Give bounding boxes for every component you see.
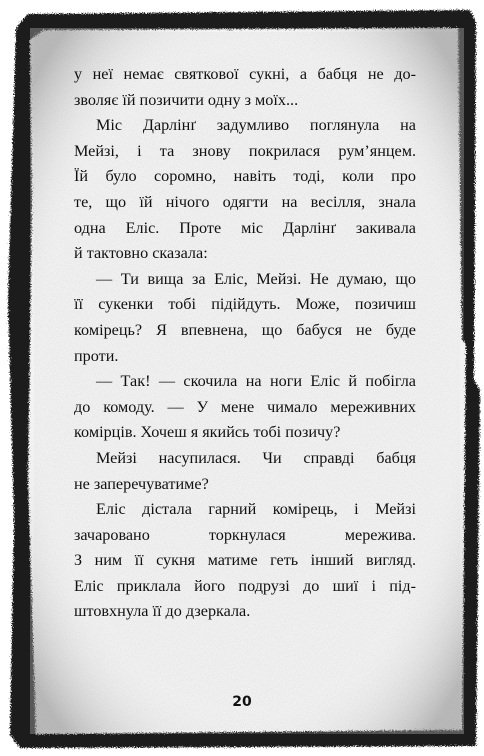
line: комірець? Я впевнена, що бабуся не буде	[74, 320, 416, 339]
paragraph-1-cont	[74, 88, 416, 114]
line: у неї немає святкової сукні, а бабця не до-	[74, 65, 416, 83]
paragraph-4-line-2	[74, 395, 416, 421]
line: Мейзі насупилася. Чи справді бабця	[96, 448, 416, 467]
line: штовхнула її до дзеркала.	[74, 602, 251, 621]
paragraph-4-line-1	[74, 369, 416, 395]
paragraph-5-line-2	[74, 472, 416, 498]
line: зачаровано торкнулася мережива.	[74, 525, 416, 544]
paragraph-6-line-1	[74, 497, 416, 523]
paragraph-6-line-2	[74, 523, 416, 549]
paragraph-3-line-4	[74, 344, 416, 370]
paragraph-2-line-4	[74, 190, 416, 216]
line: й тактовно сказала:	[74, 244, 208, 263]
line: Міс Дарлінґ задумливо поглянула на	[96, 116, 416, 135]
paragraph-6-line-3	[74, 548, 416, 574]
page-number: 20	[232, 694, 252, 710]
paragraph-3-line-1	[74, 267, 416, 293]
line: до комоду. — У мене чимало мереживних	[74, 397, 416, 416]
paragraph-4-line-3	[74, 420, 416, 446]
paragraph-2-line-1	[74, 113, 416, 139]
line: З ним її сукня матиме геть інший вигляд.	[74, 551, 416, 570]
line: — Ти вища за Еліс, Мейзі. Не думаю, що	[96, 269, 416, 288]
line: Еліс приклала його подрузі до шиї і під-	[74, 576, 416, 595]
line: одна Еліс. Проте міс Дарлінґ закивала	[74, 218, 416, 237]
paragraph-2-line-6	[74, 241, 416, 267]
line: зволяє їй позичити одну з моїх...	[74, 90, 299, 109]
line: комірців. Хочеш я якийсь тобі позичу?	[74, 423, 341, 442]
paragraph-6-line-5	[74, 599, 416, 625]
paragraph-2-line-5	[74, 216, 416, 242]
line: — Так! — скочила на ноги Еліс й побігла	[96, 372, 416, 391]
paragraph-1	[74, 62, 416, 88]
line: Мейзі, і та знову покрилася рум’янцем.	[74, 141, 416, 160]
line: проти.	[74, 346, 119, 365]
line: те, що їй нічого одягти на весілля, знала	[74, 192, 416, 211]
paragraph-3-line-2	[74, 292, 416, 318]
paragraph-3-line-3	[74, 318, 416, 344]
paragraph-6-line-4	[74, 574, 416, 600]
body-text	[74, 62, 416, 625]
paragraph-5-line-1	[74, 446, 416, 472]
paragraph-2-line-2	[74, 139, 416, 165]
line: не заперечуватиме?	[74, 474, 209, 493]
line: Еліс дістала гарний комірець, і Мейзі	[96, 500, 416, 519]
paragraph-2-line-3	[74, 164, 416, 190]
line: її сукенки тобі підійдуть. Може, позичиш	[74, 295, 416, 314]
line: Їй було соромно, навіть тоді, коли про	[74, 167, 416, 186]
